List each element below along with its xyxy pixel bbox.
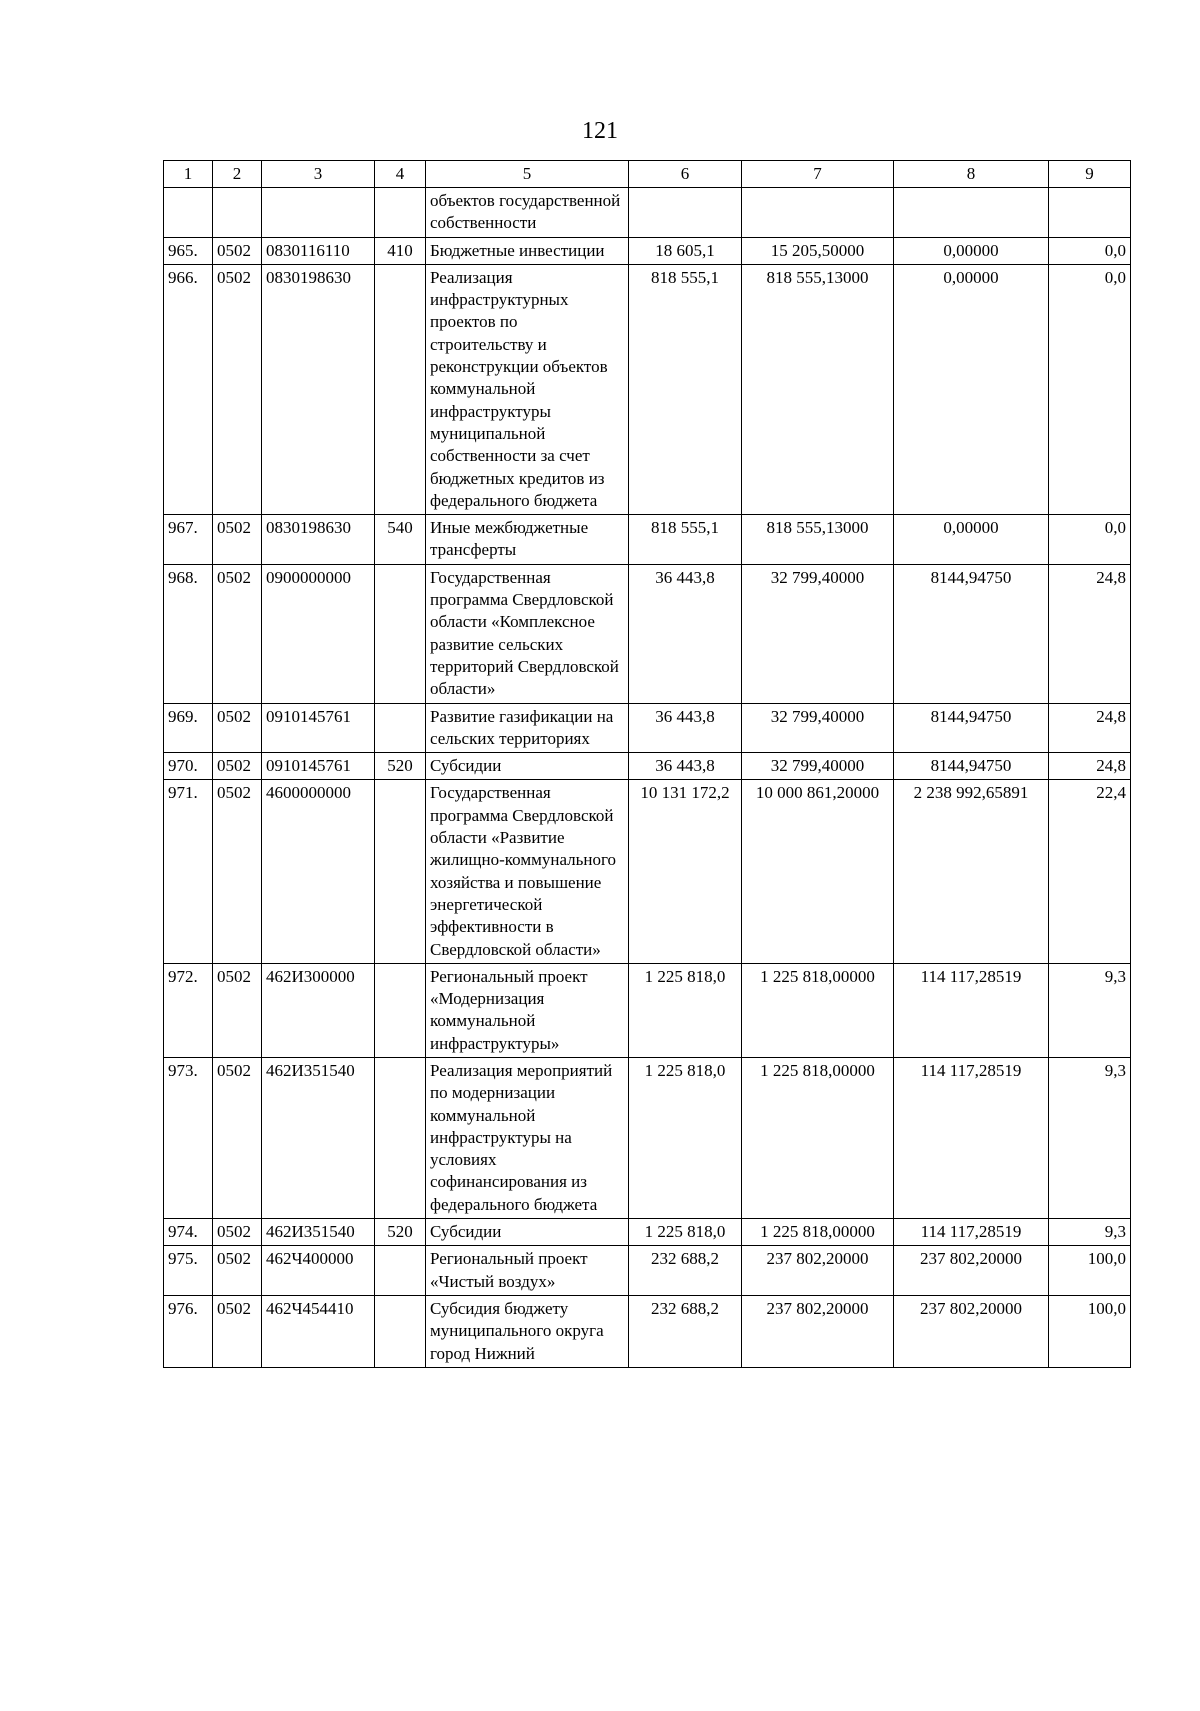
- item-name: Субсидии: [426, 753, 629, 780]
- target-article-code: 0830116110: [262, 237, 375, 264]
- expense-type-code: [375, 188, 426, 238]
- value-col-7: 237 802,20000: [742, 1246, 894, 1296]
- expense-type-code: [375, 780, 426, 963]
- item-name: Субсидия бюджету муниципального округа город Нижний: [426, 1295, 629, 1367]
- row-number: 968.: [164, 564, 213, 703]
- value-col-8: 114 117,28519: [894, 963, 1049, 1057]
- percent-col-9: 24,8: [1049, 703, 1131, 753]
- row-number: [164, 188, 213, 238]
- section-code: 0502: [213, 1219, 262, 1246]
- item-name: Региональный проект «Чистый воздух»: [426, 1246, 629, 1296]
- value-col-6: [629, 188, 742, 238]
- item-name: Государственная программа Свердловской области «Развитие жилищно-коммунального хозяйства и повышение энергетической эффективности в Свердловской области»: [426, 780, 629, 963]
- section-code: 0502: [213, 703, 262, 753]
- target-article-code: 0830198630: [262, 515, 375, 565]
- value-col-7: 237 802,20000: [742, 1295, 894, 1367]
- percent-col-9: 9,3: [1049, 1219, 1131, 1246]
- percent-col-9: 100,0: [1049, 1295, 1131, 1367]
- target-article-code: 462И300000: [262, 963, 375, 1057]
- value-col-7: 1 225 818,00000: [742, 1219, 894, 1246]
- row-number: 965.: [164, 237, 213, 264]
- budget-table: [163, 160, 1131, 1368]
- value-col-8: 8144,94750: [894, 564, 1049, 703]
- section-code: 0502: [213, 237, 262, 264]
- item-name: Бюджетные инвестиции: [426, 237, 629, 264]
- target-article-code: 4600000000: [262, 780, 375, 963]
- expense-type-code: [375, 703, 426, 753]
- expense-type-code: 520: [375, 753, 426, 780]
- expense-type-code: [375, 1295, 426, 1367]
- table-row: [164, 963, 1131, 1057]
- table-row: [164, 515, 1131, 565]
- table-row: [164, 780, 1131, 963]
- value-col-8: 0,00000: [894, 515, 1049, 565]
- col-header-7: 7: [742, 161, 894, 188]
- expense-type-code: 410: [375, 237, 426, 264]
- expense-type-code: [375, 1057, 426, 1218]
- value-col-8: 114 117,28519: [894, 1219, 1049, 1246]
- row-number: 967.: [164, 515, 213, 565]
- col-header-8: 8: [894, 161, 1049, 188]
- value-col-7: 1 225 818,00000: [742, 963, 894, 1057]
- page-number: 121: [582, 118, 618, 144]
- item-name: Региональный проект «Модернизация коммунальной инфраструктуры»: [426, 963, 629, 1057]
- col-header-3: 3: [262, 161, 375, 188]
- table-row: [164, 1219, 1131, 1246]
- table-row: [164, 264, 1131, 514]
- value-col-6: 10 131 172,2: [629, 780, 742, 963]
- value-col-6: 818 555,1: [629, 515, 742, 565]
- value-col-6: 36 443,8: [629, 753, 742, 780]
- value-col-6: 818 555,1: [629, 264, 742, 514]
- percent-col-9: 9,3: [1049, 963, 1131, 1057]
- section-code: 0502: [213, 264, 262, 514]
- expense-type-code: [375, 264, 426, 514]
- item-name: Иные межбюджетные трансферты: [426, 515, 629, 565]
- expense-type-code: 520: [375, 1219, 426, 1246]
- target-article-code: 0910145761: [262, 753, 375, 780]
- header-row: [164, 161, 1131, 188]
- table-row: [164, 1295, 1131, 1367]
- value-col-6: 1 225 818,0: [629, 963, 742, 1057]
- col-header-9: 9: [1049, 161, 1131, 188]
- col-header-5: 5: [426, 161, 629, 188]
- expense-type-code: 540: [375, 515, 426, 565]
- row-number: 969.: [164, 703, 213, 753]
- percent-col-9: 22,4: [1049, 780, 1131, 963]
- value-col-8: 237 802,20000: [894, 1246, 1049, 1296]
- expense-type-code: [375, 1246, 426, 1296]
- value-col-7: 818 555,13000: [742, 264, 894, 514]
- row-number: 976.: [164, 1295, 213, 1367]
- percent-col-9: 24,8: [1049, 753, 1131, 780]
- value-col-7: 32 799,40000: [742, 753, 894, 780]
- target-article-code: 462Ч454410: [262, 1295, 375, 1367]
- percent-col-9: 24,8: [1049, 564, 1131, 703]
- value-col-7: 15 205,50000: [742, 237, 894, 264]
- col-header-2: 2: [213, 161, 262, 188]
- section-code: 0502: [213, 515, 262, 565]
- section-code: 0502: [213, 1246, 262, 1296]
- row-number: 966.: [164, 264, 213, 514]
- table-row: [164, 237, 1131, 264]
- value-col-8: 8144,94750: [894, 753, 1049, 780]
- value-col-6: 1 225 818,0: [629, 1219, 742, 1246]
- table-row: [164, 703, 1131, 753]
- percent-col-9: 0,0: [1049, 237, 1131, 264]
- row-number: 972.: [164, 963, 213, 1057]
- value-col-7: 1 225 818,00000: [742, 1057, 894, 1218]
- target-article-code: 462И351540: [262, 1057, 375, 1218]
- section-code: 0502: [213, 564, 262, 703]
- col-header-1: 1: [164, 161, 213, 188]
- target-article-code: 462Ч400000: [262, 1246, 375, 1296]
- target-article-code: 0830198630: [262, 264, 375, 514]
- table-body: [164, 188, 1131, 1368]
- value-col-8: [894, 188, 1049, 238]
- value-col-6: 18 605,1: [629, 237, 742, 264]
- section-code: 0502: [213, 1057, 262, 1218]
- value-col-7: 818 555,13000: [742, 515, 894, 565]
- value-col-7: 10 000 861,20000: [742, 780, 894, 963]
- table-row: [164, 1246, 1131, 1296]
- percent-col-9: 0,0: [1049, 264, 1131, 514]
- row-number: 975.: [164, 1246, 213, 1296]
- row-number: 971.: [164, 780, 213, 963]
- row-number: 973.: [164, 1057, 213, 1218]
- table-row: [164, 1057, 1131, 1218]
- target-article-code: 0900000000: [262, 564, 375, 703]
- section-code: [213, 188, 262, 238]
- value-col-6: 36 443,8: [629, 703, 742, 753]
- item-name: Государственная программа Свердловской области «Комплексное развитие сельских территорий Свердловской области»: [426, 564, 629, 703]
- col-header-6: 6: [629, 161, 742, 188]
- value-col-7: 32 799,40000: [742, 564, 894, 703]
- table-row: [164, 188, 1131, 238]
- expense-type-code: [375, 564, 426, 703]
- item-name: Развитие газификации на сельских территориях: [426, 703, 629, 753]
- percent-col-9: 0,0: [1049, 515, 1131, 565]
- section-code: 0502: [213, 780, 262, 963]
- value-col-8: 0,00000: [894, 264, 1049, 514]
- value-col-7: [742, 188, 894, 238]
- value-col-6: 232 688,2: [629, 1295, 742, 1367]
- row-number: 970.: [164, 753, 213, 780]
- expense-type-code: [375, 963, 426, 1057]
- percent-col-9: 100,0: [1049, 1246, 1131, 1296]
- target-article-code: 462И351540: [262, 1219, 375, 1246]
- section-code: 0502: [213, 1295, 262, 1367]
- percent-col-9: 9,3: [1049, 1057, 1131, 1218]
- target-article-code: [262, 188, 375, 238]
- value-col-8: 0,00000: [894, 237, 1049, 264]
- value-col-8: 237 802,20000: [894, 1295, 1049, 1367]
- item-name: объектов государственной собственности: [426, 188, 629, 238]
- value-col-8: 2 238 992,65891: [894, 780, 1049, 963]
- value-col-6: 36 443,8: [629, 564, 742, 703]
- value-col-6: 1 225 818,0: [629, 1057, 742, 1218]
- item-name: Реализация инфраструктурных проектов по строительству и реконструкции объектов коммунальной инфраструктуры муниципальной собственности за счет бюджетных кредитов из федерального бюджета: [426, 264, 629, 514]
- item-name: Реализация мероприятий по модернизации коммунальной инфраструктуры на условиях софинансирования из федерального бюджета: [426, 1057, 629, 1218]
- value-col-8: 8144,94750: [894, 703, 1049, 753]
- table-row: [164, 753, 1131, 780]
- item-name: Субсидии: [426, 1219, 629, 1246]
- table-row: [164, 564, 1131, 703]
- col-header-4: 4: [375, 161, 426, 188]
- row-number: 974.: [164, 1219, 213, 1246]
- value-col-8: 114 117,28519: [894, 1057, 1049, 1218]
- section-code: 0502: [213, 753, 262, 780]
- percent-col-9: [1049, 188, 1131, 238]
- target-article-code: 0910145761: [262, 703, 375, 753]
- value-col-7: 32 799,40000: [742, 703, 894, 753]
- value-col-6: 232 688,2: [629, 1246, 742, 1296]
- section-code: 0502: [213, 963, 262, 1057]
